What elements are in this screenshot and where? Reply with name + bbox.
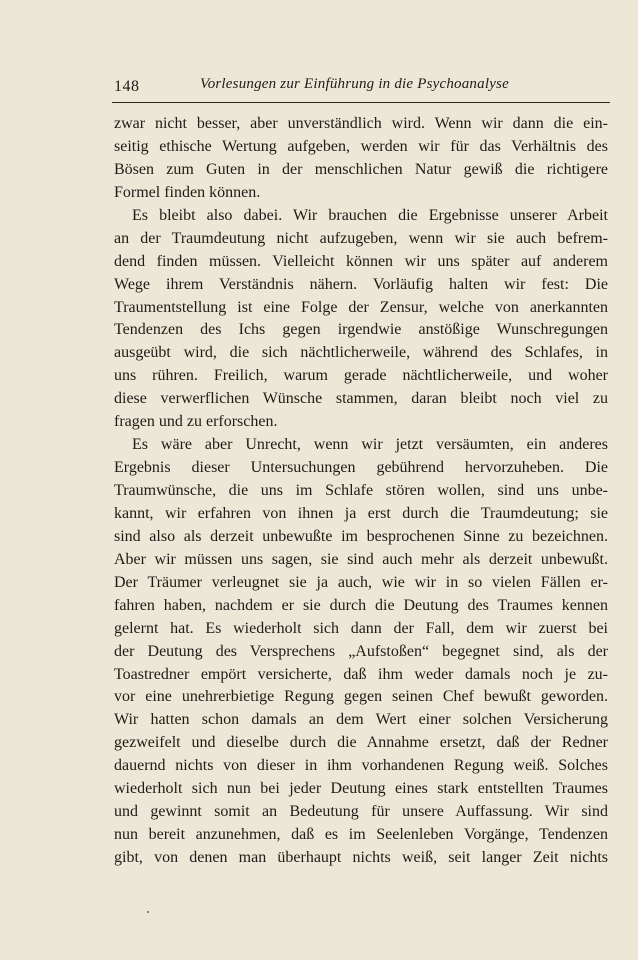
text-line: Wege ihrem Verständnis nähern. Vorläufig halten wir fest: Die: [114, 275, 608, 293]
page-number: 148: [114, 78, 140, 95]
text-line: Formel finden können.: [114, 183, 261, 201]
text-line: gelernt hat. Es wiederholt sich dann der Fall, dem wir zuerst bei: [114, 619, 608, 637]
text-line: Tendenzen des Ichs gegen irgendwie anstößige Wunschregungen: [114, 321, 608, 339]
text-line: kannt, wir erfahren von ihnen ja erst durch die Traumdeutung; sie: [114, 504, 608, 522]
text-line: an der Traumdeutung nicht aufzugeben, wenn wir sie auch befrem-: [114, 229, 608, 247]
text-line: wiederholt sich nun bei jeder Deutung eines stark entstellten Traumes: [114, 780, 608, 798]
text-line: Es wäre aber Unrecht, wenn wir jetzt versäumten, ein anderes: [132, 436, 608, 454]
text-line: zwar nicht besser, aber unverständlich wird. Wenn wir dann die ein-: [114, 115, 608, 132]
text-line: uns rühren. Freilich, warum gerade nächtlicherweile, und woher: [114, 367, 608, 385]
text-line: Ergebnis dieser Untersuchungen gebührend hervorzuheben. Die: [114, 459, 608, 477]
text-line: gibt, von denen man überhaupt nichts weiß, seit langer Zeit nichts: [114, 849, 608, 866]
text-line: Bösen zum Guten in der menschlichen Natur gewiß die richtigere: [114, 160, 608, 178]
text-line: vor eine unehrerbietige Regung gegen seinen Chef bewußt geworden.: [114, 688, 608, 706]
text-line: Traumwünsche, die uns im Schlafe stören wollen, sind uns unbe-: [114, 482, 608, 499]
page-header: [112, 75, 610, 101]
text-line: Aber wir müssen uns sagen, sie sind auch mehr als derzeit unbewußt.: [114, 550, 608, 568]
text-line: nun bereit anzunehmen, daß es im Seelenleben Vorgänge, Tendenzen: [114, 826, 608, 844]
text-line: ausgeübt wird, die sich nächtlicherweile, während des Schlafes, in: [114, 344, 608, 362]
text-line: dend finden müssen. Vielleicht können wir uns später auf anderem: [114, 252, 608, 270]
text-line: gezweifelt und dieselbe durch die Annahme ersetzt, daß der Redner: [114, 734, 608, 752]
text-line: fragen und zu erforschen.: [114, 413, 278, 431]
text-line: seitig ethische Wertung aufgeben, werden wir für das Verhältnis des: [114, 137, 608, 155]
header-rule: [112, 102, 610, 103]
text-line: dauernd nichts von dieser in ihm vorhandenen Regung weiß. Solches: [114, 757, 608, 775]
text-line: Wir hatten schon damals an dem Wert einer solchen Versicherung: [114, 711, 608, 729]
text-line: Toastredner empört versicherte, daß ihm weder damals noch je zu-: [114, 665, 608, 683]
body-text: [114, 113, 608, 870]
text-line: fahren haben, nachdem er sie durch die Deutung des Traumes kennen: [114, 596, 608, 614]
text-line: sind also als derzeit unbewußte im besprochenen Sinne zu bezeichnen.: [114, 527, 608, 545]
paper-speck: [147, 911, 149, 913]
text-line: diese verwerflichen Wünsche stammen, daran bleibt noch viel zu: [114, 390, 608, 408]
text-line: der Deutung des Versprechens „Aufstoßen“ begegnet sind, als der: [114, 642, 608, 660]
text-line: Traumentstellung ist eine Folge der Zensur, welche von anerkannten: [114, 298, 608, 316]
text-line: und gewinnt somit an Bedeutung für unsere Auffassung. Wir sind: [114, 803, 608, 821]
text-line: Der Träumer verleugnet sie ja auch, wie wir in so vielen Fällen er-: [114, 573, 608, 591]
text-line: Es bleibt also dabei. Wir brauchen die Ergebnisse unserer Arbeit: [132, 206, 608, 224]
running-title: Vorlesungen zur Einführung in die Psychoanalyse: [200, 76, 509, 92]
